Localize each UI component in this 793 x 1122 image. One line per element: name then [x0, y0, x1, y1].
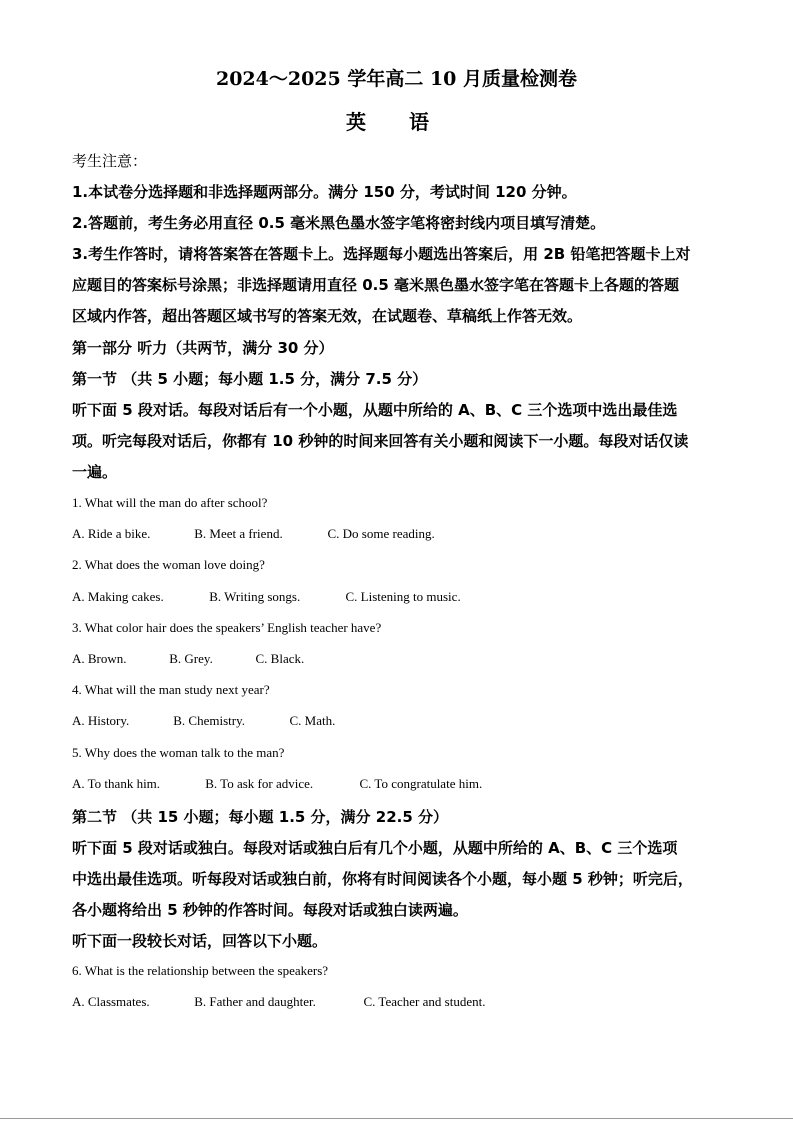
- subject-title: 英 语: [346, 110, 447, 134]
- option-a: A. Brown.: [72, 651, 127, 666]
- option-b: B. Grey.: [169, 651, 213, 666]
- option-a: A. To thank him.: [72, 776, 161, 791]
- page-bottom-rule: [0, 1118, 793, 1119]
- question-3: 3. What color hair does the speakers’ English teacher have?: [72, 620, 382, 635]
- option-c: C. Do some reading.: [327, 526, 435, 541]
- notice-line-5: 区域内作答，超出答题区域书写的答案无效，在试题卷、草稿纸上作答无效。: [72, 307, 583, 325]
- part1-heading: 第一部分 听力（共两节，满分 30 分）: [72, 339, 334, 357]
- option-a: A. Classmates.: [72, 994, 150, 1009]
- question-4: 4. What will the man study next year?: [72, 682, 270, 697]
- notice-line-2: 2.答题前，考生务必用直径 0.5 毫米黑色墨水签字笔将密封线内项目填写清楚。: [72, 214, 606, 232]
- question-3-options: [72, 651, 304, 667]
- option-b: B. Writing songs.: [209, 589, 301, 604]
- option-b: B. To ask for advice.: [205, 776, 314, 791]
- section2-sub-instruction: 听下面一段较长对话，回答以下小题。: [72, 932, 328, 950]
- option-c: C. Listening to music.: [345, 589, 461, 604]
- notice-line-3: 3.考生作答时，请将答案答在答题卡上。选择题每小题选出答案后，用 2B 铅笔把答题卡上对: [72, 245, 691, 263]
- notice-line-4: 应题目的答案标号涂黑；非选择题请用直径 0.5 毫米黑色墨水签字笔在答题卡上各题的答题: [72, 276, 680, 294]
- section2-instruction-2: 中选出最佳选项。听每段对话或独白前，你将有时间阅读各个小题，每小题 5 秒钟；听完后，: [72, 870, 693, 888]
- notice-heading: 考生注意：: [72, 152, 148, 170]
- option-b: B. Meet a friend.: [194, 526, 283, 541]
- question-4-options: [72, 713, 335, 729]
- section1-instruction-3: 一遍。: [72, 463, 118, 481]
- option-b: B. Chemistry.: [173, 713, 245, 728]
- option-c: C. Teacher and student.: [363, 994, 486, 1009]
- section2-heading: 第二节 （共 15 小题；每小题 1.5 分，满分 22.5 分）: [72, 808, 449, 826]
- option-c: C. Math.: [289, 713, 336, 728]
- question-2: 2. What does the woman love doing?: [72, 557, 265, 572]
- option-c: C. To congratulate him.: [359, 776, 483, 791]
- question-5: 5. Why does the woman talk to the man?: [72, 745, 285, 760]
- option-a: A. Ride a bike.: [72, 526, 151, 541]
- section1-instruction-1: 听下面 5 段对话。每段对话后有一个小题，从题中所给的 A、B、C 三个选项中选出最佳选: [72, 401, 678, 419]
- exam-title: 2024～2025 学年高二 10 月质量检测卷: [215, 68, 578, 90]
- section2-instruction-3: 各小题将给出 5 秒钟的作答时间。每段对话或独白读两遍。: [72, 901, 468, 919]
- question-6-options: [72, 994, 485, 1010]
- question-5-options: [72, 776, 482, 792]
- section1-heading: 第一节 （共 5 小题；每小题 1.5 分，满分 7.5 分）: [72, 370, 428, 388]
- question-2-options: [72, 589, 461, 605]
- option-c: C. Black.: [255, 651, 305, 666]
- section1-instruction-2: 项。听完每段对话后，你都有 10 秒钟的时间来回答有关小题和阅读下一小题。每段对话仅读: [72, 432, 689, 450]
- question-1-options: [72, 526, 435, 542]
- option-a: A. Making cakes.: [72, 589, 164, 604]
- section2-instruction-1: 听下面 5 段对话或独白。每段对话或独白后有几个小题，从题中所给的 A、B、C 三个选项: [72, 839, 678, 857]
- option-a: A. History.: [72, 713, 130, 728]
- notice-line-1: 1.本试卷分选择题和非选择题两部分。满分 150 分，考试时间 120 分钟。: [72, 183, 577, 201]
- option-b: B. Father and daughter.: [194, 994, 316, 1009]
- question-1: 1. What will the man do after school?: [72, 495, 268, 510]
- question-6: 6. What is the relationship between the speakers?: [72, 963, 329, 978]
